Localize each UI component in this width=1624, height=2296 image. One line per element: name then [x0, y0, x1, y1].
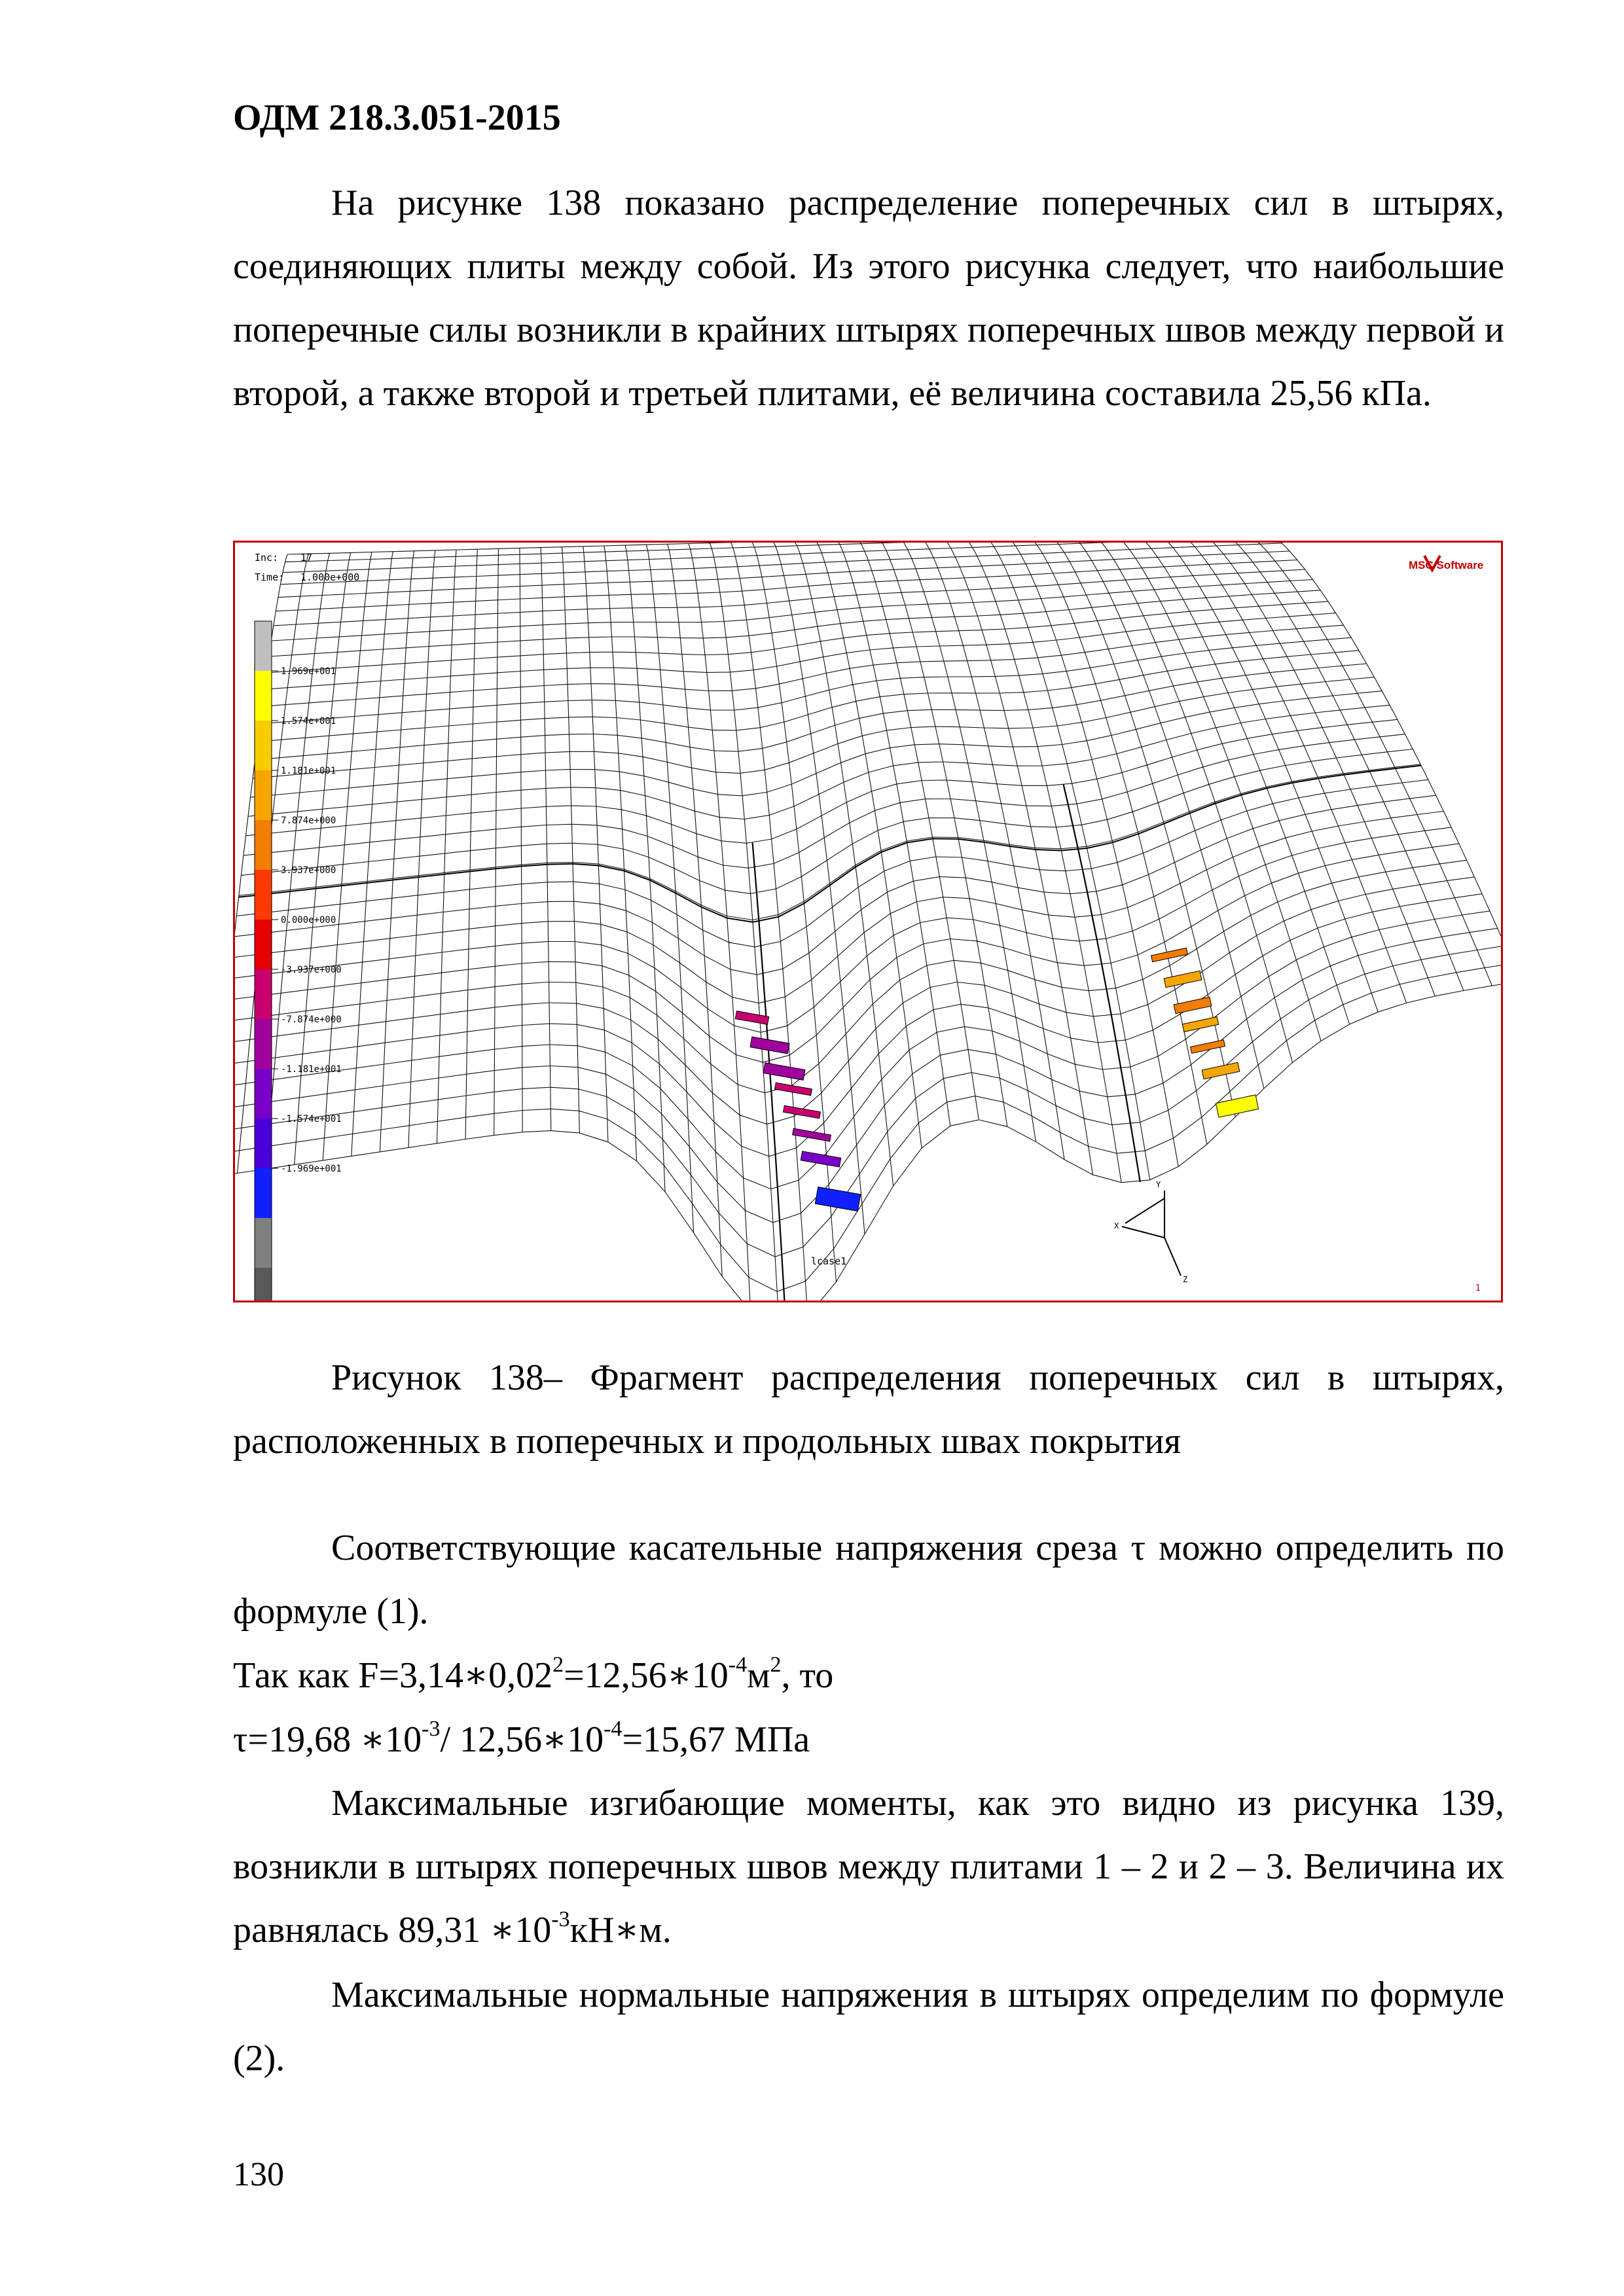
legend-tick-label: 1.181e+001: [281, 766, 336, 776]
legend-swatch: [255, 1069, 272, 1119]
brand-label: MSC Software: [1409, 559, 1484, 571]
legend-tick-label: -3.937e+000: [281, 965, 342, 975]
paragraph-bending-moments: Максимальные изгибающие моменты, как это видно из рисунка 139, возникли в штырях поперечных швов между плитами 1 – 2 и 2 – 3. Величина их равнялась 89,31 $∗10^{-3}кН∗м$.: [233, 1783, 1504, 1950]
legend-tick-label: -1.969e+001: [281, 1164, 342, 1174]
mesh-grid-lines: [235, 543, 1501, 1300]
legend-swatch: [255, 1119, 272, 1168]
document-code-header: ОДМ 218.3.051-2015: [233, 98, 561, 138]
page-number: 130: [233, 2156, 284, 2193]
legend-tick-label: 3.937e+000: [281, 865, 336, 876]
corner-number: 1: [1475, 1283, 1481, 1293]
legend-swatch: [255, 870, 272, 920]
job-label: lcase1: [811, 1255, 847, 1267]
left-joint-dowel: [784, 1105, 821, 1119]
dowel-force-markers: [735, 948, 1258, 1211]
legend-swatch: [255, 920, 272, 969]
formula-shear: τ=19,68 $∗10^{-3}/$ $12,56∗10^{-4}=15,67$ МПа: [233, 1717, 810, 1760]
fem-mesh-plot: [235, 543, 1501, 1300]
inc-label: Inc:: [255, 552, 279, 564]
legend-tick-label: -7.874e+000: [281, 1014, 342, 1025]
left-joint-dowel: [793, 1128, 831, 1141]
legend-swatch: [255, 1218, 272, 1268]
figure-138-fem-plot: [233, 541, 1503, 1302]
time-value: 1.000e+000: [300, 571, 360, 583]
left-joint-dowel: [763, 1063, 805, 1081]
left-joint-dowel: [735, 1011, 768, 1025]
legend-swatch: [255, 770, 272, 820]
left-joint-dowel: [801, 1151, 841, 1167]
right-joint-dowel: [1164, 971, 1202, 987]
paragraph-shear-stress: Соответствующие касательные напряжения среза τ можно определить по формуле (1).: [233, 1528, 1504, 1632]
legend-tick-label: -1.574e+001: [281, 1114, 342, 1124]
legend-tick-label: 0.000e+000: [281, 915, 336, 925]
legend-swatch: [255, 1268, 272, 1300]
legend-swatch: [255, 1168, 272, 1218]
left-joint-dowel: [750, 1037, 789, 1054]
right-joint-dowel: [1151, 948, 1188, 961]
time-label: Time:: [255, 571, 285, 583]
paragraph-normal-stress: Максимальные нормальные напряжения в штырях определим по формуле (2).: [233, 1975, 1504, 2079]
left-joint-dowel: [815, 1187, 861, 1211]
legend-tick-label: 7.874e+000: [281, 816, 336, 826]
paragraph-intro: На рисунке 138 показано распределение поперечных сил в штырях, соединяющих плиты между собой. Из этого рисунка следует, что наибольшие поперечные силы возникли в крайних штырях поперечных швов между первой и второй, а также второй и третьей плитами, её величина составила 25,56 кПа.: [233, 183, 1504, 414]
legend-swatch: [255, 721, 272, 770]
right-joint-dowel: [1174, 997, 1212, 1013]
inc-value: 17: [300, 552, 313, 564]
formula-area: Так как $F=3,14∗0,02^2=12,56∗10^{-4}м^2$, то: [233, 1653, 834, 1696]
msc-software-logo: [1409, 556, 1483, 571]
legend-swatch: [255, 621, 272, 671]
legend-swatch: [255, 820, 272, 870]
right-joint-dowel: [1202, 1062, 1240, 1079]
svg-text:Z: Z: [1183, 1275, 1188, 1284]
legend-swatch: [255, 969, 272, 1019]
color-legend: [255, 621, 342, 1300]
legend-swatch: [255, 1019, 272, 1069]
figure-caption: Рисунок 138– Фрагмент распределения поперечных сил в штырях, расположенных в поперечных и продольных швах покрытия: [233, 1357, 1504, 1462]
legend-tick-label: 1.574e+001: [281, 716, 336, 726]
legend-tick-label: -1.181e+001: [281, 1064, 342, 1075]
svg-text:Y: Y: [1156, 1180, 1161, 1189]
deformed-slab-mesh: [235, 543, 1501, 1300]
legend-tick-label: 1.969e+001: [281, 666, 336, 677]
right-joint-dowel: [1182, 1017, 1218, 1032]
coordinate-axes-icon: [1114, 1180, 1187, 1284]
legend-swatch: [255, 671, 272, 721]
svg-text:X: X: [1114, 1221, 1119, 1230]
